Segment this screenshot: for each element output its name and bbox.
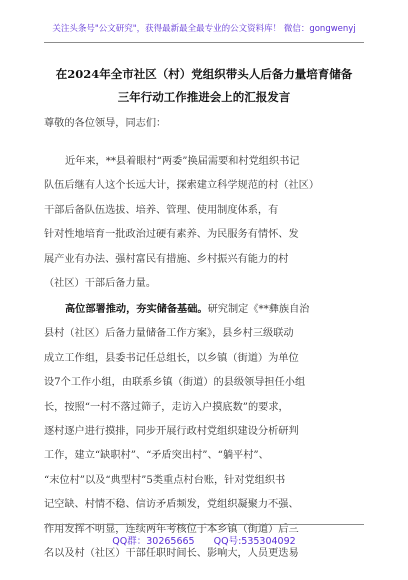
intro-line: （社区）干部后备力量。: [44, 278, 157, 290]
greeting-paragraph: [44, 112, 374, 136]
header-banner: 关注头条号"公文研究"，获得最新最全最专业的公文资料库！ 微信：gongwenyj: [52, 24, 356, 34]
intro-line: 队伍后继有人这个长远大计，探索建立科学规范的村（社区）: [44, 180, 320, 192]
intro-line: 干部后备队伍选拔、培养、管理、使用制度体系，有: [44, 204, 279, 216]
section1-line: 长，按照“一村不落过筛子，走访入户摸底数”的要求，: [44, 401, 289, 413]
section1-line: 名以及村（社区）干部任职时间长、影响大，人员更迭易: [44, 548, 299, 560]
header-divider: [44, 42, 364, 43]
footer-qq-number: QQ号:535304092: [213, 536, 296, 547]
section1-line: 县村（社区）后备力量储备工作方案》，县乡村三级联动: [44, 328, 294, 340]
section1-line: 作用发挥不明显，连续两年考核位于本乡镇（街道）后三: [44, 523, 299, 535]
section1-line: 成立工作组，县委书记任总组长，以乡镇（街道）为单位: [44, 352, 299, 364]
section1-first-line-text: 研究制定《**彝族自治: [207, 304, 310, 315]
document-title-line-2: 三年行动工作推进会上的汇报发言: [117, 90, 291, 104]
greeting: 尊敬的各位领导，同志们：: [44, 118, 167, 129]
document-title-line-1: 在2024年全市社区（村）党组织带头人后备力量培育储备: [55, 67, 353, 81]
section1-line: “末位村”以及“典型村”5类重点村台账，针对党组织书: [44, 474, 286, 486]
intro-line: 展产业有办法、强村富民有措施、乡村振兴有能力的村: [44, 253, 289, 265]
footer: [0, 533, 408, 547]
footer-divider: [44, 524, 364, 525]
footer-qq-group: QQ群：30265665: [112, 536, 195, 547]
intro-line: 针对性地培育一批政治过硬有素养、为民服务有情怀、发: [44, 229, 299, 241]
section1-line: 设7个工作小组，由联系乡镇（街道）的县级领导担任小组: [44, 377, 306, 389]
section1-line: 工作，建立“缺职村”、“矛盾突出村”、“躺平村”、: [44, 450, 269, 462]
section1-first-line: [44, 297, 374, 322]
intro-paragraph: [44, 150, 374, 296]
section1-line: 记空缺、村情不稳、信访矛盾频发，党组织凝聚力不强、: [44, 499, 299, 511]
section1-paragraph: [44, 297, 374, 566]
intro-line: 近年来，**县着眼村“两委”换届需要和村党组织书记: [65, 156, 300, 167]
section1-heading: 高位部署推动，夯实储备基础。: [65, 303, 208, 315]
section1-line: 逐村逐户进行摸排，同步开展行政村党组织建设分析研判: [44, 426, 299, 438]
